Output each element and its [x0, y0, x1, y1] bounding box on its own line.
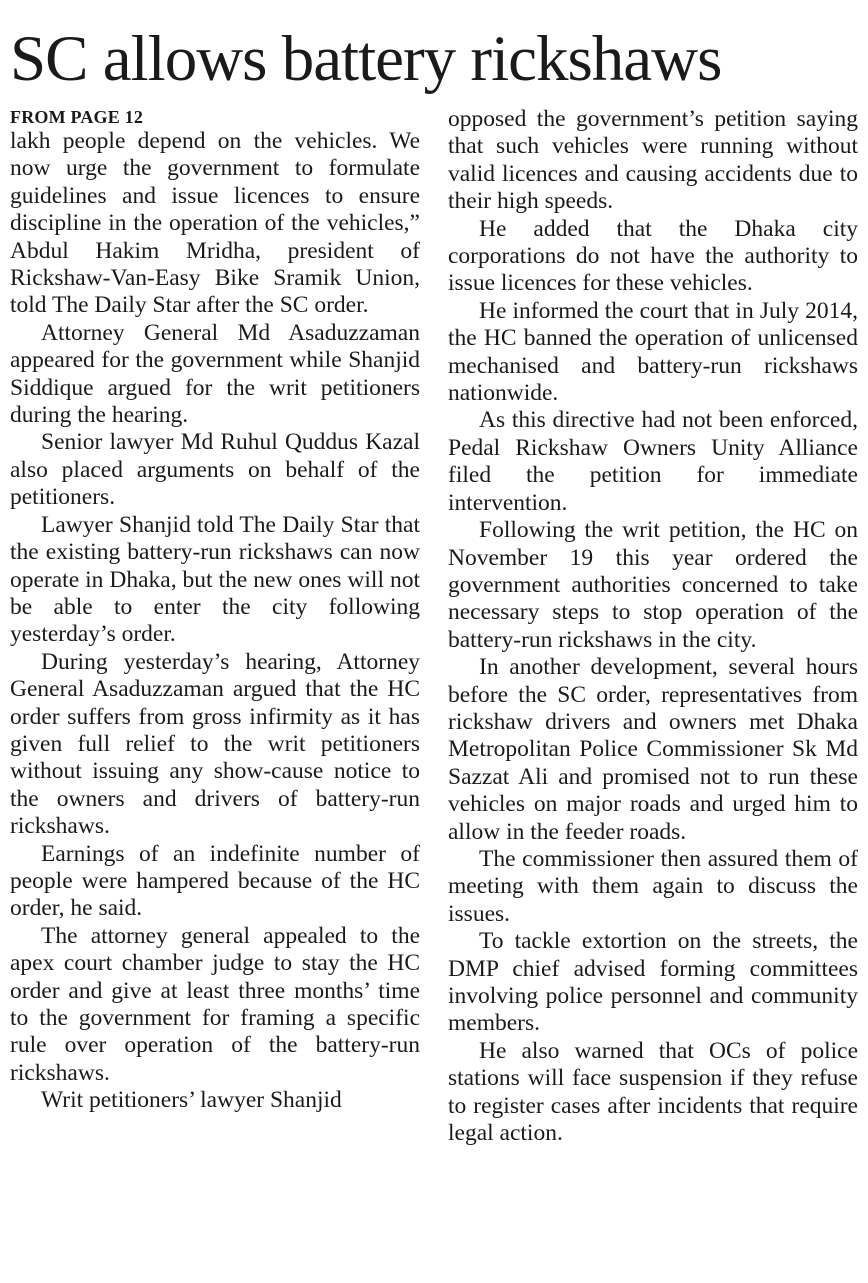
article-paragraph: Lawyer Shanjid told The Daily Star that the existing battery-run rickshaws can now operate in Dhaka, but the new ones will not be able to enter the city following yesterday’s order. — [10, 511, 420, 648]
headline: SC allows battery rickshaws — [10, 23, 722, 95]
article-column-left — [10, 106, 420, 1115]
article-paragraph: The commissioner then assured them of meeting with them again to discuss the issues. — [448, 845, 858, 927]
article-paragraph: As this directive had not been enforced, Pedal Rickshaw Owners Unity Alliance filed the petition for immediate intervention. — [448, 407, 858, 516]
article-paragraph: lakh people depend on the vehicles. We now urge the government to formulate guidelines and issue licences to ensure discipline in the operation of the vehicles,” Abdul Hakim Mridha, president of Rickshaw-Van-Easy Bike Sramik Union, told The Daily Star after the SC order. — [10, 128, 420, 319]
continuation-kicker: FROM PAGE 12 — [10, 107, 144, 127]
article-paragraph: He added that the Dhaka city corporations do not have the authority to issue licences for these vehicles. — [448, 215, 858, 297]
article-paragraph: In another development, several hours before the SC order, representatives from rickshaw drivers and owners met Dhaka Metropolitan Police Commissioner Sk Md Sazzat Ali and promised not to run these vehicles on major roads and urged him to allow in the feeder roads. — [448, 654, 858, 845]
article-paragraph: Attorney General Md Asaduzzaman appeared for the government while Shanjid Siddique argued for the writ petitioners during the hearing. — [10, 319, 420, 429]
article-paragraph: The attorney general appealed to the apex court chamber judge to stay the HC order and give at least three months’ time to the government for framing a specific rule over operation of the battery-run rickshaws. — [10, 922, 420, 1086]
article-paragraph: Writ petitioners’ lawyer Shanjid — [41, 1087, 342, 1114]
article-paragraph: Senior lawyer Md Ruhul Quddus Kazal also placed arguments on behalf of the petitioners. — [10, 429, 420, 511]
article-paragraph: To tackle extortion on the streets, the DMP chief advised forming committees involving police personnel and community members. — [448, 928, 858, 1037]
article-paragraph: Earnings of an indefinite number of people were hampered because of the HC order, he said. — [10, 840, 420, 922]
article-paragraph: opposed the government’s petition saying that such vehicles were running without valid licences and causing accidents due to their high speeds. — [448, 106, 858, 215]
article-paragraph: He also warned that OCs of police stations will face suspension if they refuse to register cases after incidents that require legal action. — [448, 1037, 858, 1147]
article-paragraph: He informed the court that in July 2014, the HC banned the operation of unlicensed mechanised and battery-run rickshaws nationwide. — [448, 297, 858, 407]
article-paragraph: Following the writ petition, the HC on November 19 this year ordered the government authorities concerned to take necessary steps to stop operation of the battery-run rickshaws in the city. — [448, 517, 858, 653]
article-column-right — [448, 106, 858, 1147]
article-paragraph: During yesterday’s hearing, Attorney General Asaduzzaman argued that the HC order suffers from gross infirmity as it has given full relief to the writ petitioners without issuing any show-cause notice to the owners and drivers of battery-run rickshaws. — [10, 648, 420, 840]
